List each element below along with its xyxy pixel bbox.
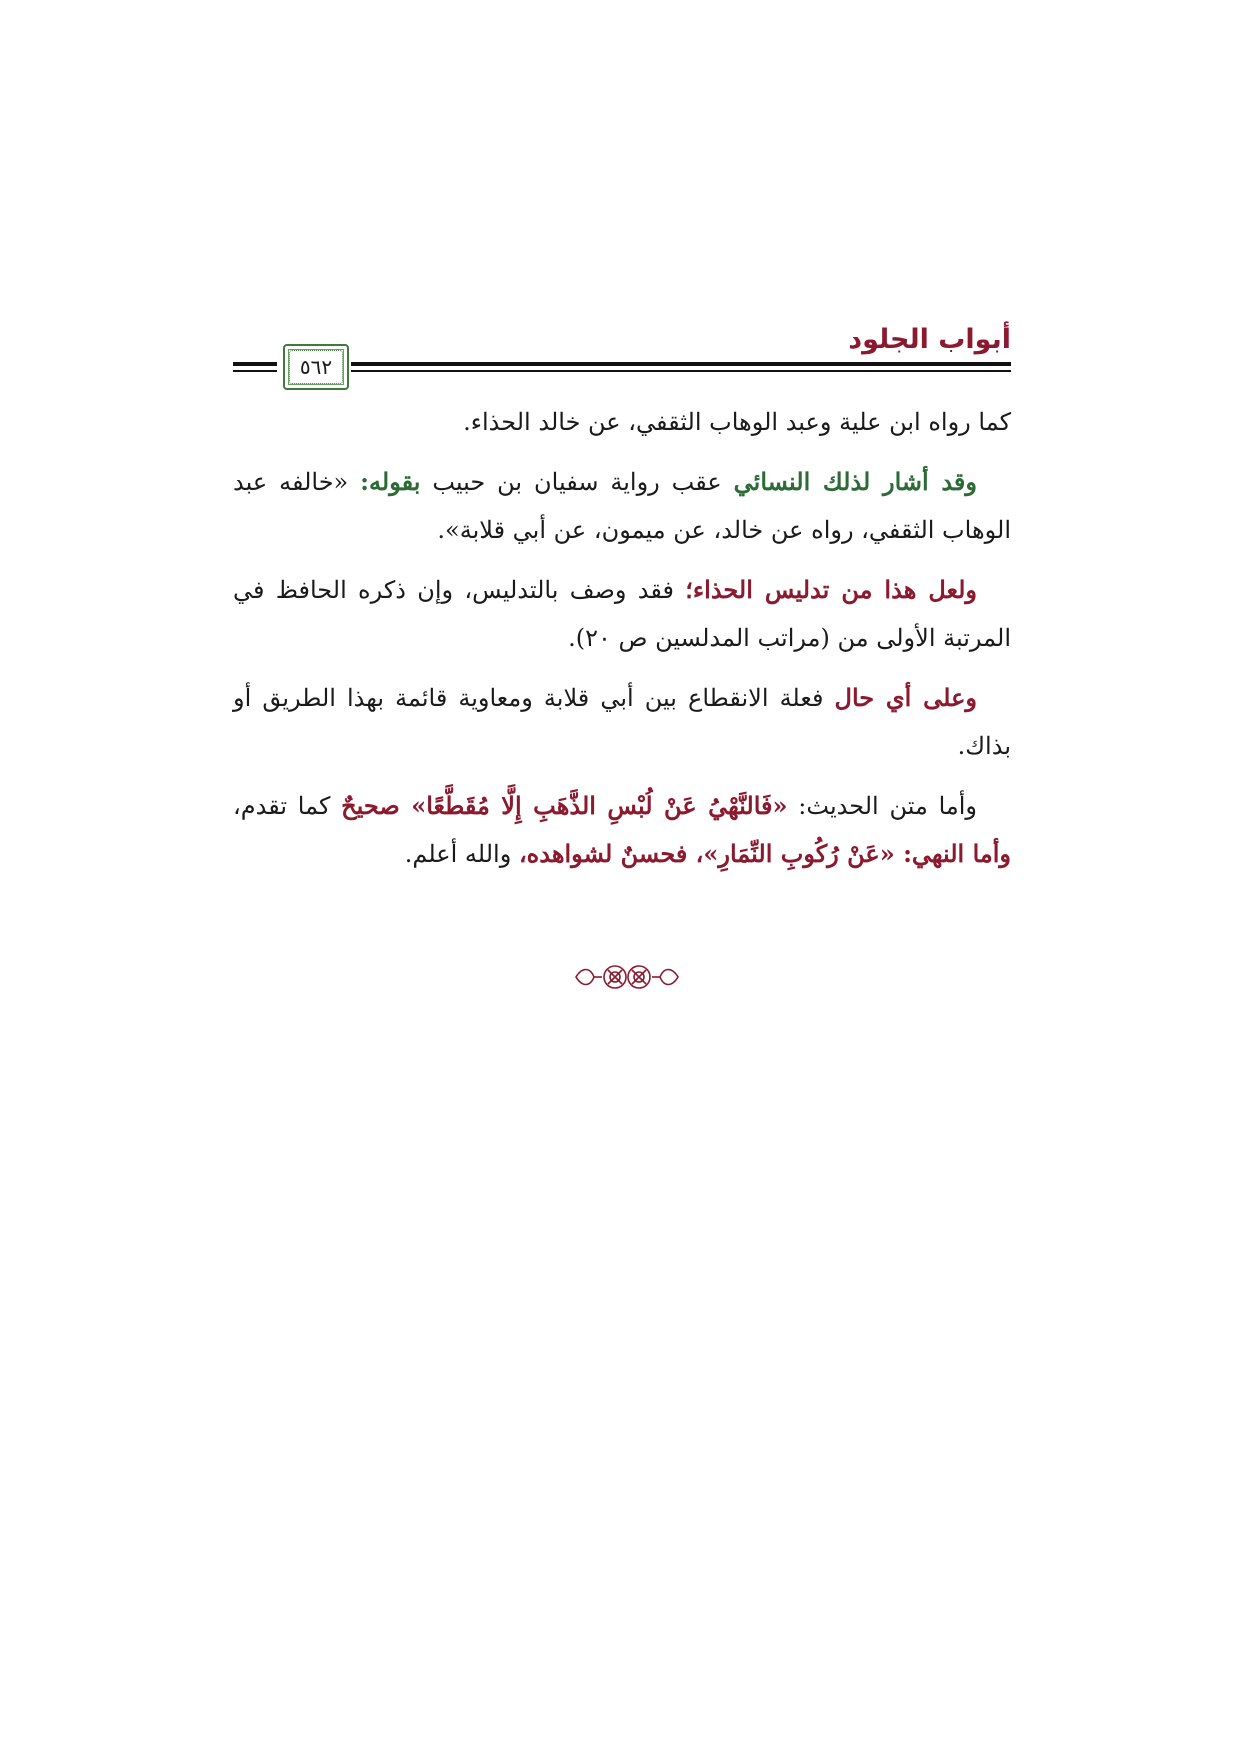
text-segment: وأما متن الحديث:: [787, 792, 977, 820]
floral-divider-icon: [572, 962, 682, 992]
highlight-red: ولعل هذا من تدليس الحذاء؛: [685, 575, 977, 604]
page-number-badge: [283, 344, 349, 390]
text-segment: كما رواه ابن علية وعبد الوهاب الثقفي، عن خالد الحذاء.: [463, 408, 1011, 436]
text-segment: كما تقدم،: [233, 792, 342, 820]
text-segment: والله أعلم.: [404, 840, 519, 868]
paragraph-3: [233, 566, 1011, 662]
hadith-quote: «فَالنَّهْيُ عَنْ لُبْسِ الذَّهَبِ إِلَّا مُقَطَّعًا» صحيحٌ: [341, 791, 788, 820]
paragraph-1: [233, 398, 1011, 446]
text-segment: فعلة الانقطاع بين أبي قلابة ومعاوية قائمة بهذا الطريق أو بذاك.: [233, 684, 1011, 760]
paragraph-2: [233, 458, 1011, 554]
body-text: [233, 398, 1011, 890]
highlight-green: وقد أشار لذلك النسائي: [733, 467, 977, 496]
page-number: ٥٦٢: [299, 355, 333, 379]
paragraph-4: [233, 674, 1011, 770]
text-segment: فقد وصف بالتدليس، وإن ذكره الحافظ في المرتبة الأولى من (مراتب المدلسين ص ٢٠).: [233, 576, 1011, 652]
paragraph-5: [233, 782, 1011, 878]
text-segment: «خالفه عبد الوهاب الثقفي، رواه عن خالد، عن ميمون، عن أبي قلابة».: [233, 468, 1011, 544]
chapter-title: أبواب الجلود: [848, 324, 1011, 355]
page-header: [233, 320, 1011, 390]
hadith-quote: وأما النهي: «عَنْ رُكُوبِ النِّمَارِ»، فحسنٌ لشواهده،: [518, 839, 1011, 868]
text-segment: عقب رواية سفيان بن حبيب: [420, 468, 734, 496]
highlight-red: وعلى أي حال: [834, 683, 977, 712]
highlight-green: بقوله:: [360, 467, 421, 496]
